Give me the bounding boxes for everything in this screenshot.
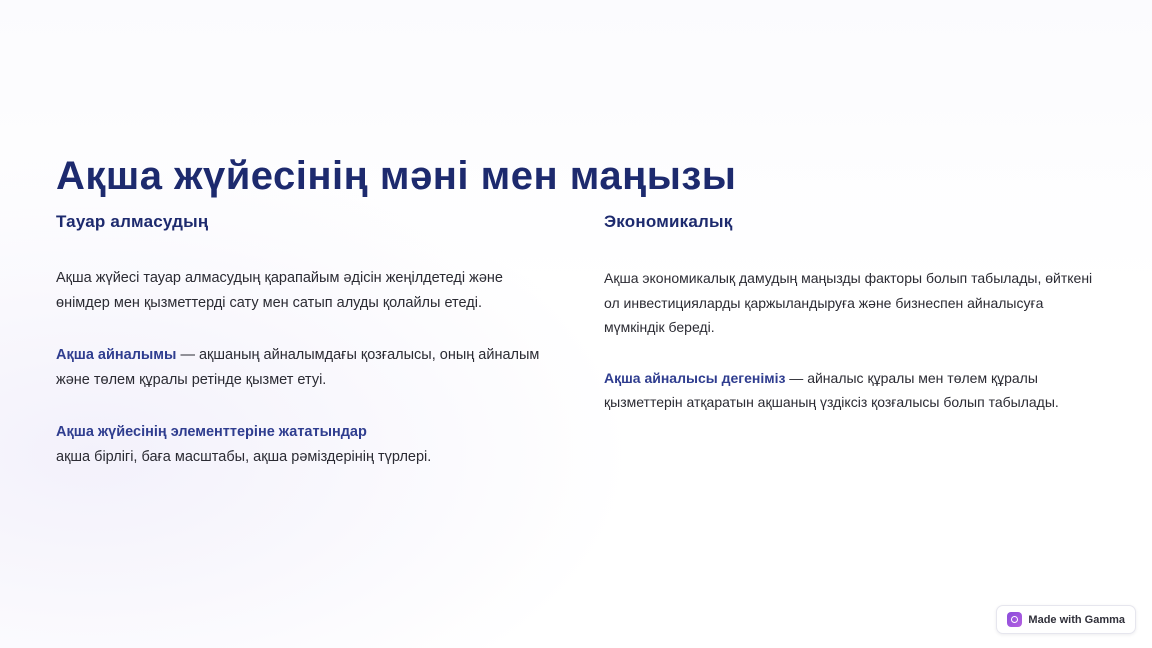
paragraph-text: ақша бірлігі, баға масштабы, ақша рәміздерінің түрлері. bbox=[56, 448, 432, 465]
made-with-gamma-label: Made with Gamma bbox=[1028, 613, 1125, 626]
paragraph-lead: Ақша айналысы дегеніміз bbox=[604, 369, 786, 386]
paragraph bbox=[56, 266, 556, 317]
column-right bbox=[604, 212, 1104, 470]
paragraph bbox=[604, 266, 1104, 340]
paragraph bbox=[56, 420, 556, 471]
paragraph-text: Ақша экономикалық дамудың маңызды факторы болып табылады, өйткені ол инвестицияларды қаржыландыруға және бизнеспен айналысуға мүмкіндік береді. bbox=[604, 270, 1093, 335]
column-right-heading: Экономикалық bbox=[604, 212, 733, 231]
page-title: Ақша жүйесінің мәні мен маңызы bbox=[56, 153, 737, 198]
paragraph-text: — ақшаның айналымдағы қозғалысы, оның айналым және төлем құралы ретінде қызмет етуі. bbox=[56, 346, 540, 389]
slide-content bbox=[56, 0, 1096, 648]
gamma-logo-icon bbox=[1007, 612, 1022, 627]
paragraph-text: — айналыс құралы мен төлем құралы қызметтерін атқаратын ақшаның үздіксіз қозғалысы болып табылады. bbox=[604, 369, 1059, 410]
paragraph-lead: Ақша жүйесінің элементтеріне жататындар bbox=[56, 423, 367, 440]
two-column-body bbox=[56, 212, 1096, 470]
column-left bbox=[56, 212, 556, 470]
paragraph-text: Ақша жүйесі тауар алмасудың қарапайым әдісін жеңілдетеді және өнімдер мен қызметтерді сату мен сатып алуды қолайлы етеді. bbox=[56, 270, 503, 312]
made-with-gamma-badge[interactable] bbox=[996, 605, 1136, 634]
paragraph-lead: Ақша айналымы bbox=[56, 346, 177, 363]
paragraph bbox=[56, 343, 556, 394]
column-left-heading: Тауар алмасудың bbox=[56, 212, 209, 231]
paragraph bbox=[604, 366, 1104, 415]
